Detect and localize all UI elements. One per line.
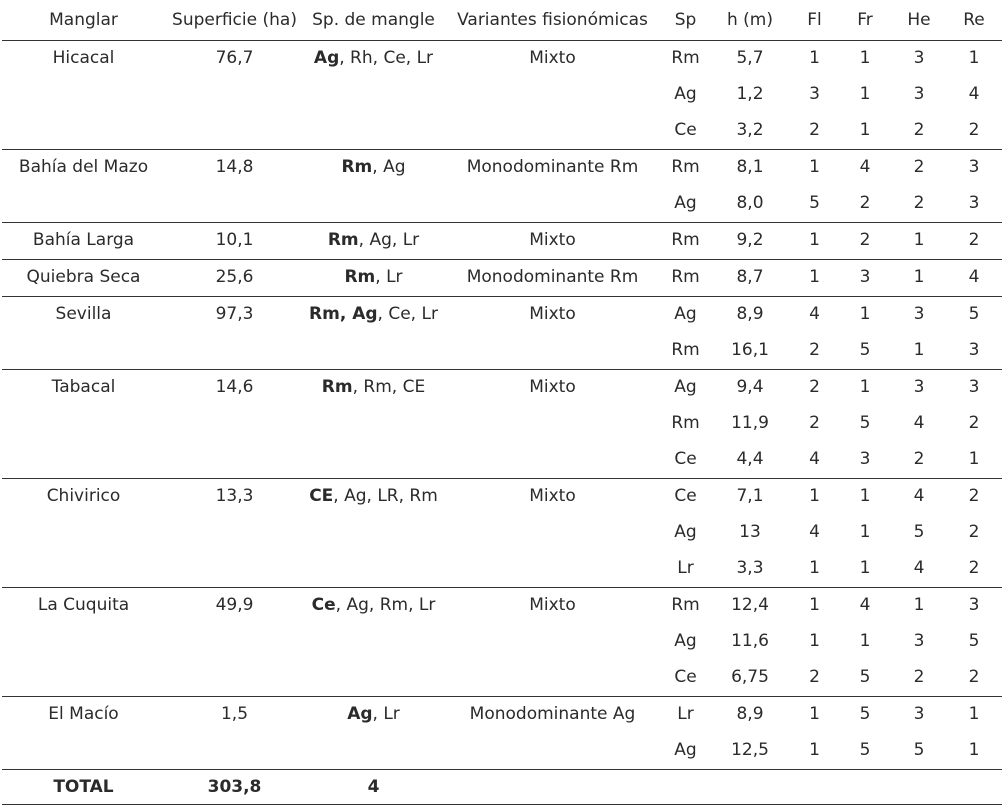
table-row: [2, 624, 1002, 660]
fl-value: 1: [809, 704, 820, 724]
empty-cell: [443, 406, 662, 442]
variante-value: Mixto: [529, 486, 576, 506]
height-value: 13: [739, 522, 761, 542]
he-value: 2: [892, 186, 946, 223]
re-value: 1: [946, 442, 1002, 479]
table-row: [2, 223, 1002, 260]
superficie-value: 97,3: [215, 304, 254, 324]
height-value: 12,5: [709, 733, 791, 770]
other-species: , Rm, CE: [352, 377, 426, 397]
re-value: 2: [946, 113, 1002, 150]
manglar-name: Tabacal: [51, 377, 116, 397]
sp-value: Rm: [662, 333, 709, 370]
empty-cell: [709, 770, 791, 805]
empty-cell: [165, 113, 304, 150]
column-header: He: [892, 0, 946, 41]
empty-cell: [443, 515, 662, 551]
species-list: [304, 479, 443, 516]
height-value: 8,0: [709, 186, 791, 223]
fl-value: 3: [809, 84, 820, 104]
re-value: 1: [946, 733, 1002, 770]
empty-cell: [2, 333, 165, 370]
empty-cell: [443, 442, 662, 479]
other-species: , Rh, Ce, Lr: [339, 48, 434, 68]
fl-value: 1: [791, 733, 838, 770]
superficie-value: 14,8: [215, 157, 254, 177]
empty-cell: [2, 660, 165, 697]
he-value: 3: [913, 631, 925, 651]
empty-cell: [165, 551, 304, 588]
fr-value: 3: [838, 442, 892, 479]
table-row: [2, 77, 1002, 113]
variante-value: Mixto: [529, 595, 576, 615]
he-value: 3: [913, 704, 925, 724]
sp-value: Rm: [662, 260, 709, 297]
he-value: 5: [913, 522, 925, 542]
he-value: 3: [913, 48, 925, 68]
dominant-species: Rm: [327, 230, 359, 250]
table-row: [2, 406, 1002, 442]
empty-cell: [791, 770, 838, 805]
variante-value: Mixto: [529, 377, 576, 397]
superficie-value: 10,1: [165, 223, 304, 260]
empty-cell: [946, 770, 1002, 805]
re-value: 5: [968, 631, 980, 651]
height-value: 12,4: [731, 595, 769, 615]
fl-value: 2: [791, 660, 838, 697]
height-value: 8,9: [736, 704, 764, 724]
empty-cell: [165, 442, 304, 479]
re-value: 5: [968, 304, 980, 324]
fr-value: 4: [859, 595, 871, 615]
re-value: 2: [968, 522, 980, 542]
superficie-value: 49,9: [215, 595, 254, 615]
fl-value: 2: [791, 113, 838, 150]
empty-cell: [2, 733, 165, 770]
re-value: 3: [946, 333, 1002, 370]
sp-value: Ag: [674, 377, 697, 397]
empty-cell: [165, 624, 304, 660]
fl-value: 4: [809, 304, 820, 324]
variante-value: Mixto: [529, 304, 576, 324]
he-value: 2: [892, 113, 946, 150]
species-list: [304, 370, 443, 407]
empty-cell: [304, 113, 443, 150]
fr-value: 1: [859, 522, 871, 542]
height-value: 11,9: [731, 413, 769, 433]
re-value: 3: [968, 377, 980, 397]
re-value: 1: [968, 48, 980, 68]
fl-value: 4: [791, 442, 838, 479]
other-species: , Ag: [372, 157, 406, 177]
table-row: [2, 333, 1002, 370]
fl-value: 2: [809, 377, 820, 397]
superficie-value: 76,7: [215, 48, 254, 68]
species-list: [304, 697, 443, 734]
sp-value: Lr: [662, 551, 709, 588]
height-value: 3,3: [709, 551, 791, 588]
he-value: 3: [913, 377, 925, 397]
superficie-value: 14,6: [215, 377, 254, 397]
fr-value: 5: [838, 733, 892, 770]
dominant-species: Ce: [311, 595, 336, 615]
sp-value: Ag: [674, 522, 697, 542]
re-value: 2: [946, 223, 1002, 260]
fr-value: 1: [859, 486, 871, 506]
height-value: 8,7: [709, 260, 791, 297]
empty-cell: [304, 551, 443, 588]
empty-cell: [2, 624, 165, 660]
empty-cell: [2, 551, 165, 588]
re-value: 2: [946, 660, 1002, 697]
empty-cell: [2, 515, 165, 551]
empty-cell: [443, 551, 662, 588]
empty-cell: [165, 660, 304, 697]
dominant-species: Ag: [347, 704, 373, 724]
table-row: [2, 697, 1002, 734]
sp-value: Ag: [662, 733, 709, 770]
fr-value: 1: [859, 631, 871, 651]
table-row: [2, 186, 1002, 223]
empty-cell: [165, 333, 304, 370]
fr-value: 2: [838, 223, 892, 260]
variante-value: Mixto: [443, 223, 662, 260]
species-list: [304, 588, 443, 625]
he-value: 1: [892, 260, 946, 297]
he-value: 2: [892, 442, 946, 479]
fl-value: 5: [791, 186, 838, 223]
he-value: 1: [892, 223, 946, 260]
empty-cell: [443, 733, 662, 770]
he-value: 3: [913, 84, 925, 104]
empty-cell: [304, 733, 443, 770]
re-value: 1: [968, 704, 980, 724]
table-row: [2, 442, 1002, 479]
empty-cell: [165, 406, 304, 442]
species-list: [304, 297, 443, 334]
fl-value: 1: [809, 631, 820, 651]
sp-value: Ag: [674, 304, 697, 324]
height-value: 6,75: [709, 660, 791, 697]
table-row: [2, 41, 1002, 78]
manglar-name: Quiebra Seca: [2, 260, 165, 297]
manglar-name: Bahía Larga: [2, 223, 165, 260]
sp-value: Ag: [674, 84, 697, 104]
other-species: , Lr: [375, 267, 403, 287]
fr-value: 1: [838, 113, 892, 150]
manglar-name: Bahía del Mazo: [18, 157, 149, 177]
he-value: 1: [913, 595, 925, 615]
empty-cell: [165, 77, 304, 113]
species-list: [304, 41, 443, 78]
superficie-value: 25,6: [165, 260, 304, 297]
sp-value: Ce: [674, 486, 697, 506]
fr-value: 5: [838, 333, 892, 370]
he-value: 2: [892, 660, 946, 697]
manglar-name: Hicacal: [52, 48, 115, 68]
variante-value: Mixto: [529, 48, 576, 68]
height-value: 4,4: [709, 442, 791, 479]
empty-cell: [2, 442, 165, 479]
dominant-species: Rm: [341, 157, 373, 177]
column-header: Fr: [838, 0, 892, 41]
table-row: [2, 113, 1002, 150]
height-value: 16,1: [709, 333, 791, 370]
height-value: 7,1: [736, 486, 764, 506]
table-row: [2, 260, 1002, 297]
table-row: [2, 515, 1002, 551]
empty-cell: [165, 186, 304, 223]
fr-value: 1: [838, 551, 892, 588]
empty-cell: [304, 333, 443, 370]
fr-value: 1: [859, 84, 871, 104]
fl-value: 1: [809, 595, 820, 615]
fr-value: 4: [859, 157, 871, 177]
sp-value: Rm: [671, 595, 700, 615]
column-header: Variantes fisionómicas: [443, 0, 662, 41]
header-row: [2, 0, 1002, 41]
fl-value: 1: [809, 157, 820, 177]
empty-cell: [443, 186, 662, 223]
fl-value: 1: [791, 551, 838, 588]
sp-value: Ag: [662, 186, 709, 223]
he-value: 4: [913, 486, 925, 506]
re-value: 3: [968, 595, 980, 615]
superficie-value: 1,5: [220, 704, 249, 724]
re-value: 2: [968, 413, 980, 433]
other-species: , Ag, Rm, Lr: [335, 595, 436, 615]
empty-cell: [304, 515, 443, 551]
species-list: [304, 260, 443, 297]
height-value: 9,2: [709, 223, 791, 260]
column-header: Fl: [791, 0, 838, 41]
empty-cell: [892, 770, 946, 805]
empty-cell: [838, 770, 892, 805]
variante-value: Monodominante Rm: [466, 157, 639, 177]
column-header: Re: [946, 0, 1002, 41]
table-row: [2, 551, 1002, 588]
fl-value: 1: [791, 223, 838, 260]
re-value: 2: [968, 486, 980, 506]
fl-value: 1: [791, 260, 838, 297]
table-body: [2, 41, 1002, 805]
table-row: [2, 479, 1002, 516]
empty-cell: [662, 770, 709, 805]
empty-cell: [165, 733, 304, 770]
sp-value: Rm: [662, 223, 709, 260]
mangrove-table: [2, 0, 1002, 805]
other-species: , Ag, Lr: [358, 230, 420, 250]
re-value: 4: [968, 84, 980, 104]
table-row: [2, 733, 1002, 770]
empty-cell: [443, 333, 662, 370]
fr-value: 5: [859, 413, 871, 433]
other-species: , Ag, LR, Rm: [333, 486, 438, 506]
he-value: 1: [892, 333, 946, 370]
he-value: 5: [892, 733, 946, 770]
dominant-species: Rm: [321, 377, 353, 397]
height-value: 8,9: [736, 304, 764, 324]
sp-value: Rm: [671, 157, 700, 177]
table-row: [2, 660, 1002, 697]
dominant-species: Ag: [313, 48, 340, 68]
fr-value: 3: [838, 260, 892, 297]
column-header: Sp: [662, 0, 709, 41]
empty-cell: [443, 113, 662, 150]
fl-value: 1: [809, 48, 820, 68]
manglar-name: La Cuquita: [37, 595, 130, 615]
height-value: 1,2: [736, 84, 764, 104]
fr-value: 1: [859, 377, 871, 397]
fr-value: 5: [859, 704, 871, 724]
empty-cell: [304, 660, 443, 697]
sp-value: Rm: [671, 48, 700, 68]
empty-cell: [443, 77, 662, 113]
table-row: [2, 370, 1002, 407]
he-value: 2: [913, 157, 925, 177]
sp-value: Ag: [674, 631, 697, 651]
empty-cell: [304, 406, 443, 442]
other-species: , Ce, Lr: [377, 304, 438, 324]
fr-value: 2: [838, 186, 892, 223]
height-value: 8,1: [736, 157, 764, 177]
fl-value: 2: [791, 333, 838, 370]
species-list: [304, 150, 443, 187]
total-species-count: 4: [304, 770, 443, 805]
sp-value: Lr: [677, 704, 694, 724]
empty-cell: [165, 515, 304, 551]
dominant-species: CE: [309, 486, 334, 506]
other-species: , Lr: [372, 704, 400, 724]
empty-cell: [2, 113, 165, 150]
manglar-name: El Macío: [48, 704, 119, 724]
empty-cell: [304, 77, 443, 113]
empty-cell: [304, 442, 443, 479]
height-value: 11,6: [731, 631, 769, 651]
table-row: [2, 297, 1002, 334]
column-header: Manglar: [2, 0, 165, 41]
fr-value: 1: [859, 304, 871, 324]
species-list: [304, 223, 443, 260]
total-row: [2, 770, 1002, 805]
he-value: 4: [913, 413, 925, 433]
dominant-species: Rm, Ag: [309, 304, 378, 324]
empty-cell: [2, 77, 165, 113]
sp-value: Ce: [662, 442, 709, 479]
empty-cell: [443, 660, 662, 697]
column-header: h (m): [709, 0, 791, 41]
re-value: 4: [946, 260, 1002, 297]
empty-cell: [2, 406, 165, 442]
superficie-value: 13,3: [215, 486, 254, 506]
empty-cell: [443, 770, 662, 805]
column-header: Superficie (ha): [165, 0, 304, 41]
sp-value: Ce: [662, 660, 709, 697]
column-header: Sp. de mangle: [304, 0, 443, 41]
fr-value: 5: [838, 660, 892, 697]
dominant-species: Rm: [344, 267, 376, 287]
manglar-name: Chivirico: [46, 486, 121, 506]
he-value: 3: [913, 304, 925, 324]
re-value: 2: [946, 551, 1002, 588]
fl-value: 1: [809, 486, 820, 506]
variante-value: Monodominante Ag: [469, 704, 636, 724]
sp-value: Rm: [671, 413, 700, 433]
total-label: TOTAL: [2, 770, 165, 805]
fr-value: 1: [859, 48, 871, 68]
empty-cell: [443, 624, 662, 660]
variante-value: Monodominante Rm: [443, 260, 662, 297]
manglar-name: Sevilla: [55, 304, 112, 324]
he-value: 4: [892, 551, 946, 588]
re-value: 3: [968, 157, 980, 177]
empty-cell: [2, 186, 165, 223]
height-value: 3,2: [709, 113, 791, 150]
height-value: 5,7: [736, 48, 764, 68]
total-superficie: 303,8: [165, 770, 304, 805]
table-row: [2, 150, 1002, 187]
table-row: [2, 588, 1002, 625]
fl-value: 2: [809, 413, 820, 433]
empty-cell: [304, 186, 443, 223]
re-value: 3: [946, 186, 1002, 223]
height-value: 9,4: [736, 377, 764, 397]
sp-value: Ce: [662, 113, 709, 150]
empty-cell: [304, 624, 443, 660]
fl-value: 4: [809, 522, 820, 542]
